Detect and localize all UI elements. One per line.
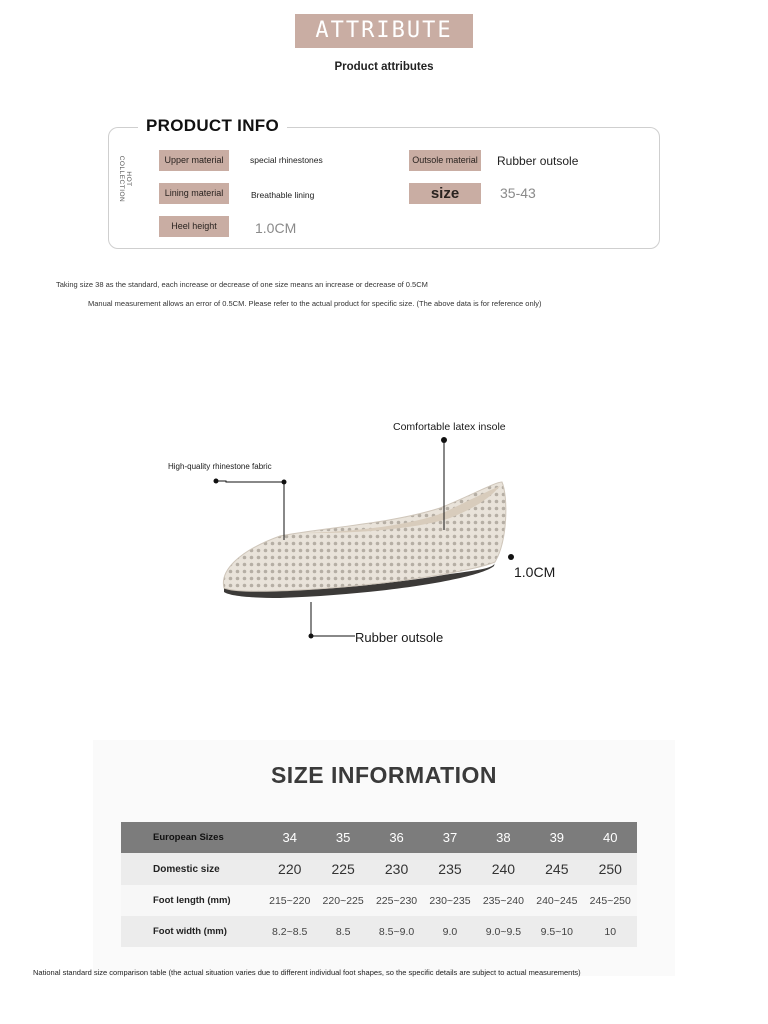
size-label: size (409, 183, 481, 204)
product-info-title: PRODUCT INFO (138, 116, 287, 136)
fabric-callout: High-quality rhinestone fabric (168, 462, 272, 471)
table-cell: 38 (477, 822, 530, 853)
size-range-value: 35-43 (500, 185, 536, 201)
table-cell: 240 (477, 853, 530, 885)
lining-material-label: Lining material (159, 183, 229, 204)
table-cell: 245~250 (584, 885, 637, 916)
table-cell: 10 (584, 916, 637, 947)
table-cell: 220 (263, 853, 316, 885)
table-row (121, 853, 637, 885)
size-table (121, 822, 637, 947)
row-label: Foot width (mm) (121, 916, 263, 947)
table-cell: 215~220 (263, 885, 316, 916)
table-cell: 225 (316, 853, 369, 885)
size-info-title: SIZE INFORMATION (270, 762, 498, 788)
hot-collection-tag: HOT COLLECTION (118, 155, 132, 203)
heel-height-value: 1.0CM (255, 220, 297, 236)
heel-height-callout: 1.0CM (514, 564, 556, 580)
table-cell: 37 (423, 822, 476, 853)
table-cell: 39 (530, 822, 583, 853)
outsole-material-value: Rubber outsole (497, 154, 579, 168)
measurement-note: Manual measurement allows an error of 0.5CM. Please refer to the actual product for specific size. (The above data is for reference only) (88, 299, 542, 308)
heel-height-label: Heel height (159, 216, 229, 237)
table-cell: 35 (316, 822, 369, 853)
lining-material-value: Breathable lining (251, 190, 315, 200)
row-label: Domestic size (121, 853, 263, 885)
row-label: Foot length (mm) (121, 885, 263, 916)
table-cell: 9.0 (423, 916, 476, 947)
table-row (121, 916, 637, 947)
shoe-diagram (150, 400, 610, 660)
table-cell: 36 (370, 822, 423, 853)
table-cell: 8.2~8.5 (263, 916, 316, 947)
table-cell: 230~235 (423, 885, 476, 916)
insole-callout: Comfortable latex insole (393, 421, 506, 433)
upper-material-value: special rhinestones (250, 155, 323, 165)
attribute-banner: ATTRIBUTE (295, 14, 473, 48)
outsole-material-label: Outsole material (409, 150, 481, 171)
table-cell: 34 (263, 822, 316, 853)
table-cell: 8.5 (316, 916, 369, 947)
size-note: Taking size 38 as the standard, each increase or decrease of one size means an increase or decrease of 0.5CM (56, 280, 428, 289)
shoe-illustration (150, 400, 610, 660)
attribute-subtitle: Product attributes (334, 61, 434, 73)
table-row (121, 822, 637, 853)
table-cell: 240~245 (530, 885, 583, 916)
table-cell: 225~230 (370, 885, 423, 916)
table-cell: 245 (530, 853, 583, 885)
row-label: European Sizes (121, 822, 263, 853)
outsole-callout: Rubber outsole (355, 630, 444, 645)
table-cell: 250 (584, 853, 637, 885)
table-cell: 9.5~10 (530, 916, 583, 947)
table-cell: 9.0~9.5 (477, 916, 530, 947)
table-cell: 230 (370, 853, 423, 885)
table-cell: 40 (584, 822, 637, 853)
size-table-footnote: National standard size comparison table (the actual situation varies due to different individual foot shapes, so the specific details are subject to actual measurements) (33, 968, 581, 977)
table-row (121, 885, 637, 916)
table-cell: 235 (423, 853, 476, 885)
table-cell: 8.5~9.0 (370, 916, 423, 947)
table-cell: 220~225 (316, 885, 369, 916)
upper-material-label: Upper material (159, 150, 229, 171)
table-cell: 235~240 (477, 885, 530, 916)
